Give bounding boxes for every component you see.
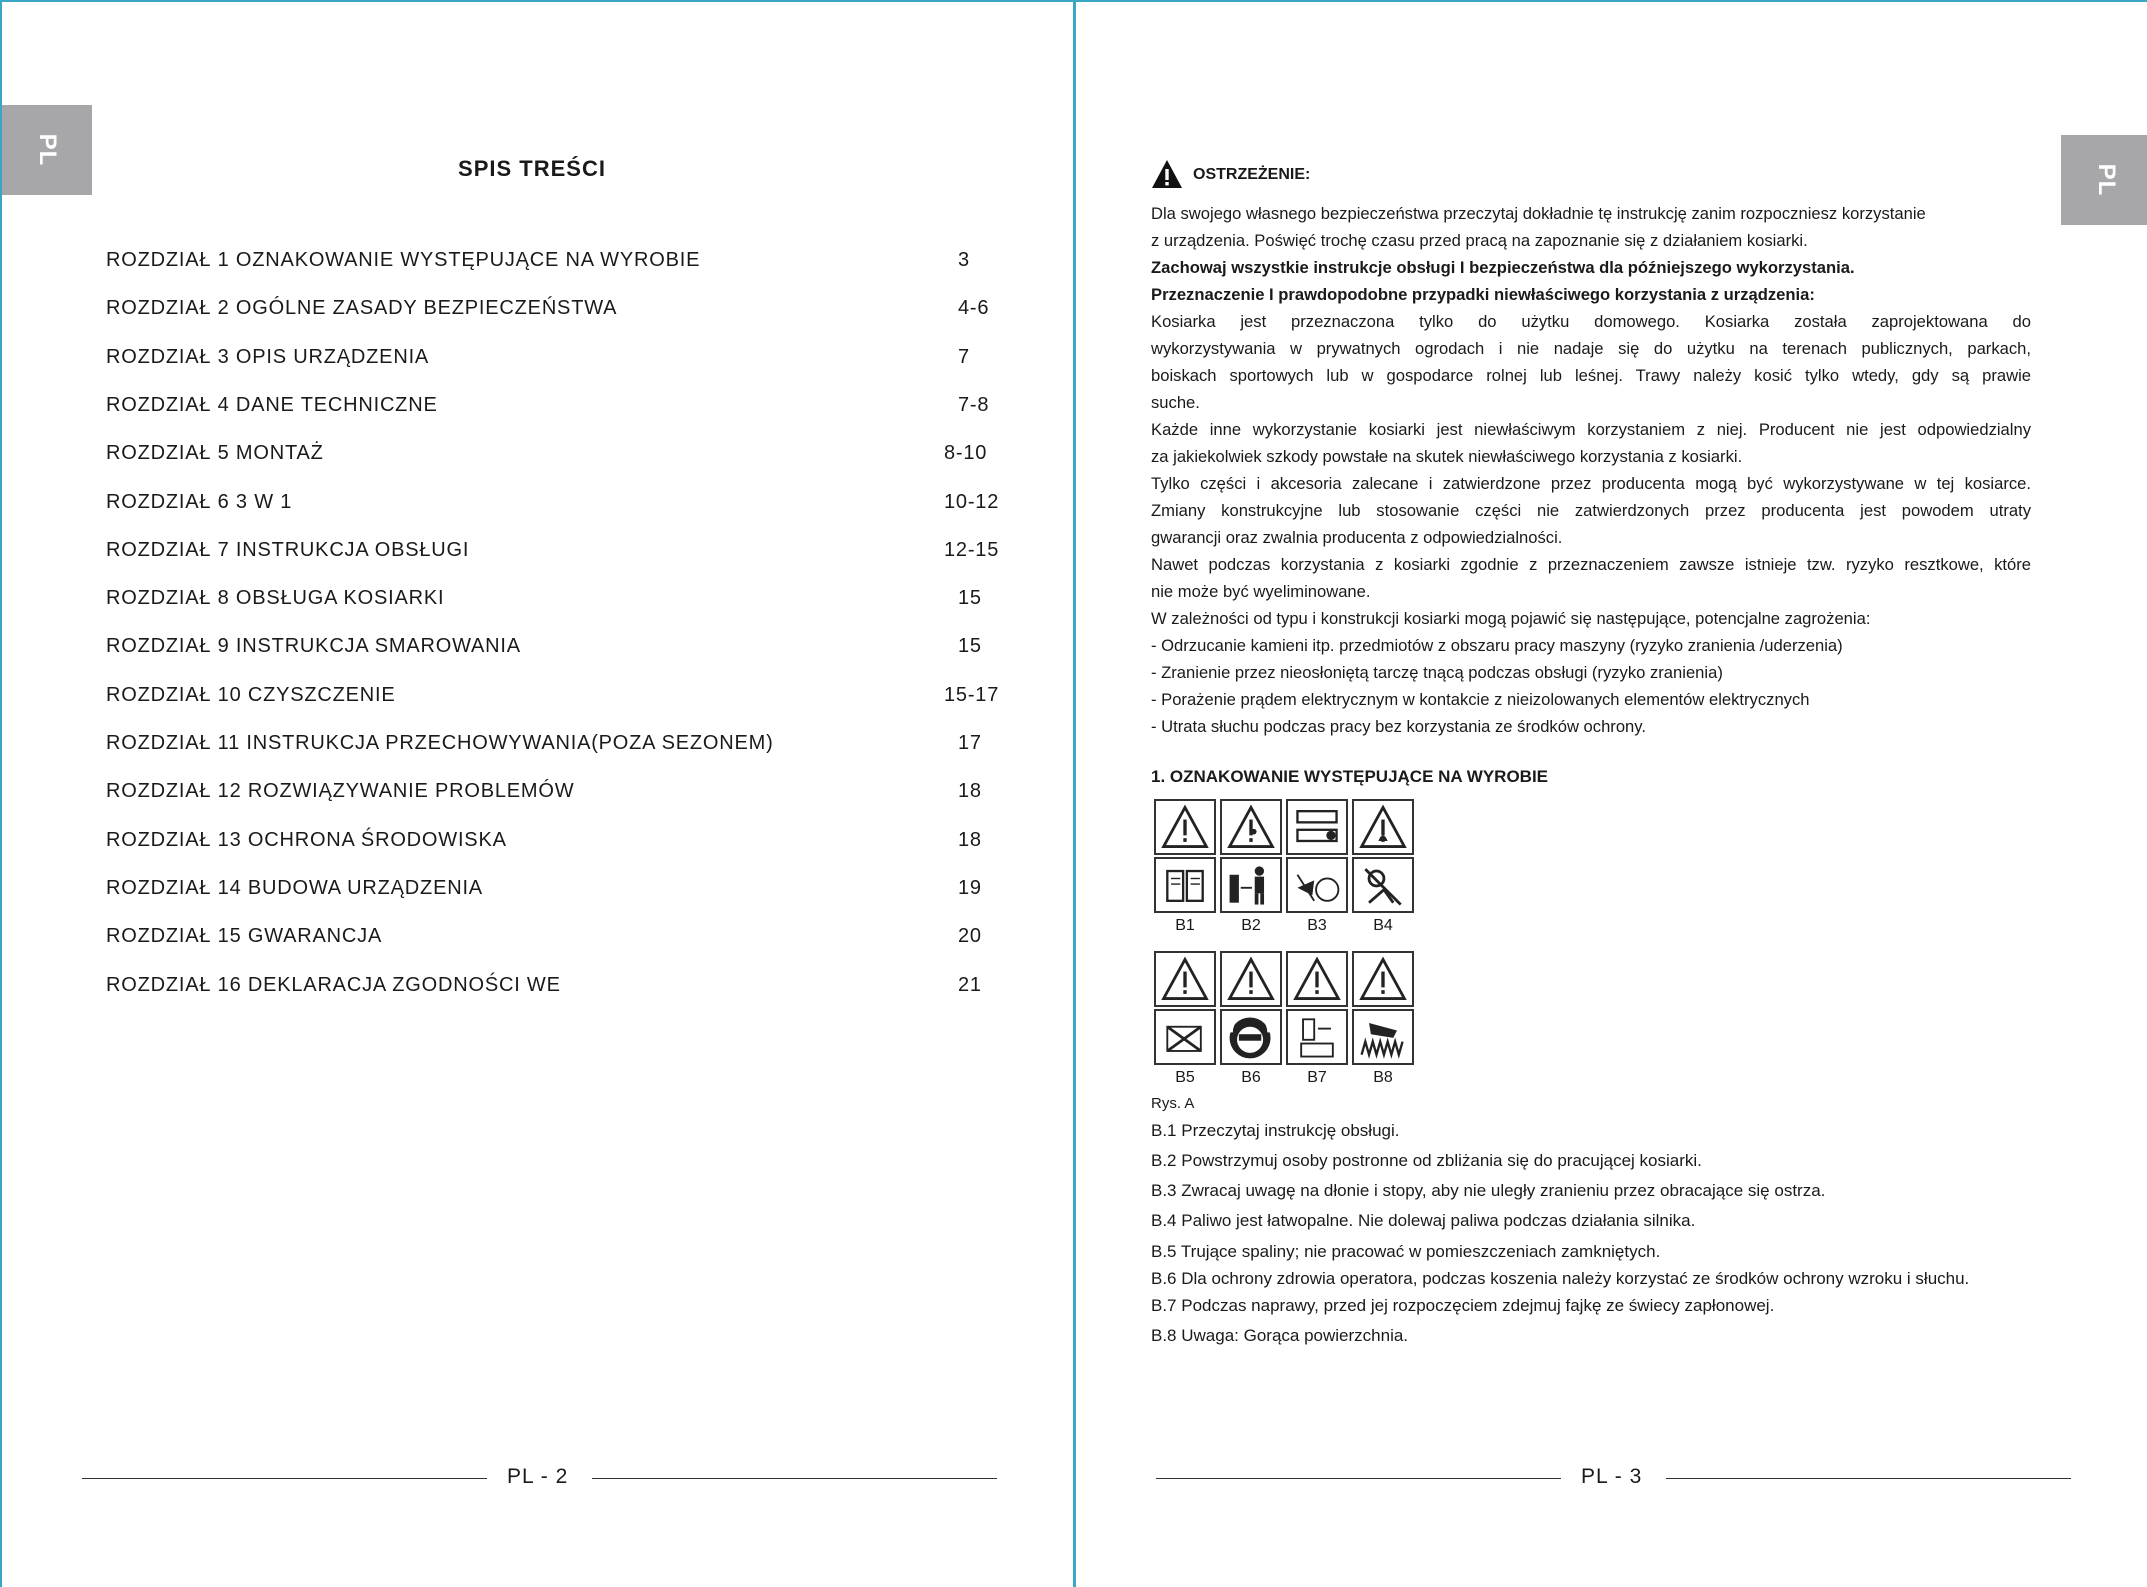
toc-page-number: 17 <box>958 732 982 754</box>
warning-text-line: za jakiekolwiek szkody powstałe na skutek niewłaściwego korzystania z kosiarki. <box>1151 447 1743 466</box>
toc-page-number: 7-8 <box>958 393 990 416</box>
toc-chapter-label: ROZDZIAŁ 16 DEKLARACJA ZGODNOŚCI WE <box>106 973 561 996</box>
right-page <box>1073 0 2147 1587</box>
symbol-label: B3 <box>1307 917 1327 934</box>
warning-sign-icon <box>1220 799 1282 855</box>
warning-sign-icon <box>1286 951 1348 1007</box>
warning-text-line: Zachowaj wszystkie instrukcje obsługi I bezpieczeństwa dla późniejszego wykorzystania. <box>1151 258 1855 277</box>
toc-row <box>106 442 1006 472</box>
toc-row <box>106 684 1006 714</box>
toc-page-number: 12-15 <box>944 538 1000 561</box>
toc-chapter-label: ROZDZIAŁ 9 INSTRUKCJA SMAROWANIA <box>106 635 521 658</box>
symbol-label: B7 <box>1307 1069 1327 1086</box>
toc-page-number: 4-6 <box>958 297 990 320</box>
toc-row <box>106 346 1006 376</box>
toc-row <box>106 732 1006 762</box>
toc-chapter-label: ROZDZIAŁ 12 ROZWIĄZYWANIE PROBLEMÓW <box>106 780 575 803</box>
warning-text-line: Nawet podczas korzystania z kosiarki zgodnie z przeznaczeniem zawsze istnieje tzw. ryzyko resztkowe, które <box>1151 555 2031 574</box>
page-footer <box>2 1465 1073 1495</box>
toc-row <box>106 635 1006 665</box>
page-number: PL - 3 <box>1581 1465 1643 1488</box>
warning-text-line: W zależności od typu i konstrukcji kosiarki mogą pojawić się następujące, potencjalne zagrożenia: <box>1151 609 1871 628</box>
warning-title: OSTRZEŻENIE: <box>1193 166 1311 183</box>
language-tab <box>2061 135 2147 225</box>
symbol-description: B.1 Przeczytaj instrukcję obsługi. <box>1151 1121 1400 1140</box>
toc-chapter-label: ROZDZIAŁ 1 OZNAKOWANIE WYSTĘPUJĄCE NA WYROBIE <box>106 249 701 271</box>
section-title: 1. OZNAKOWANIE WYSTĘPUJĄCE NA WYROBIE <box>1151 767 1549 786</box>
symbol-description: B.7 Podczas naprawy, przed jej rozpoczęciem zdejmuj fajkę ze świecy zapłonowej. <box>1151 1296 1775 1315</box>
warning-text-line: z urządzenia. Poświęć trochę czasu przed pracą na zapoznanie się z działaniem kosiarki. <box>1151 231 1808 250</box>
symbol-description: B.5 Trujące spaliny; nie pracować w pomieszczeniach zamkniętych. <box>1151 1242 1661 1261</box>
toc-row <box>106 829 1006 859</box>
toc-chapter-label: ROZDZIAŁ 8 OBSŁUGA KOSIARKI <box>106 587 445 610</box>
flammable-fuel-icon <box>1352 857 1414 913</box>
toc-page-number: 15 <box>958 587 982 610</box>
toc-page-number: 10-12 <box>944 490 1000 513</box>
toc-page-number: 3 <box>958 249 970 271</box>
warning-text-line: wykorzystywania w prywatnych ogrodach i nie nadaje się do użytku na terenach publicznych, parkach, <box>1151 339 2031 358</box>
symbol-description: B.6 Dla ochrony zdrowia operatora, podczas koszenia należy korzystać ze środków ochrony wzroku i słuchu. <box>1151 1269 1970 1288</box>
toc-row <box>106 780 1006 810</box>
warning-sign-icon <box>1154 951 1216 1007</box>
symbol-label: B5 <box>1175 1069 1195 1086</box>
toc-chapter-label: ROZDZIAŁ 2 OGÓLNE ZASADY BEZPIECZEŃSTWA <box>106 297 618 320</box>
language-tab-label: PL <box>2093 163 2120 197</box>
toc-chapter-label: ROZDZIAŁ 4 DANE TECHNICZNE <box>106 393 438 416</box>
toc-page-number: 15 <box>958 635 982 658</box>
toc-page-number: 15-17 <box>944 683 1000 706</box>
toc-row <box>106 394 1006 424</box>
warning-text-line: Tylko części i akcesoria zalecane i zatwierdzone przez producenta mogą być wykorzystywane w tej kosiarce. <box>1151 474 2031 493</box>
warning-text-line: - Utrata słuchu podczas pracy bez korzystania ze środków ochrony. <box>1151 717 1646 736</box>
symbol-label: B2 <box>1241 917 1261 934</box>
warning-text-line: suche. <box>1151 393 1200 412</box>
symbol-label: B4 <box>1373 917 1393 934</box>
toc-chapter-label: ROZDZIAŁ 7 INSTRUKCJA OBSŁUGI <box>106 538 470 561</box>
warning-text <box>1151 200 2031 740</box>
toc-page-number: 7 <box>958 345 970 368</box>
bystanders-icon <box>1220 857 1282 913</box>
toc-page-number: 19 <box>958 876 982 899</box>
toc-chapter-label: ROZDZIAŁ 6 3 W 1 <box>106 490 293 513</box>
hand-foot-blade-icon <box>1286 857 1348 913</box>
toc-row <box>106 249 1006 279</box>
page-number: PL - 2 <box>507 1465 569 1488</box>
toc-chapter-label: ROZDZIAŁ 14 BUDOWA URZĄDZENIA <box>106 876 483 899</box>
left-page <box>0 0 1073 1587</box>
toc-row <box>106 974 1006 1004</box>
symbol-description: B.2 Powstrzymuj osoby postronne od zbliżania się do pracującej kosiarki. <box>1151 1151 1702 1170</box>
warning-triangle-icon <box>1151 159 1183 189</box>
warning-text-line: boiskach sportowych lub w gospodarce rolnej lub leśnej. Trawy należy kosić tylko wtedy, gdy są prawie <box>1151 366 2031 385</box>
toc-chapter-label: ROZDZIAŁ 10 CZYSZCZENIE <box>106 683 396 706</box>
toc-title: SPIS TREŚCI <box>458 156 606 181</box>
page-footer <box>1076 1465 2147 1495</box>
toc-row <box>106 297 1006 327</box>
language-tab-label: PL <box>34 133 61 167</box>
toc-chapter-label: ROZDZIAŁ 5 MONTAŻ <box>106 442 324 465</box>
warning-text-line: gwarancji oraz zwalnia producenta z odpowiedzialności. <box>1151 528 1563 547</box>
toc-row <box>106 539 1006 569</box>
toc-chapter-label: ROZDZIAŁ 15 GWARANCJA <box>106 925 383 948</box>
warning-text-line: nie może być wyeliminowane. <box>1151 582 1371 601</box>
warning-text-line: Dla swojego własnego bezpieczeństwa przeczytaj dokładnie tę instrukcję zanim rozpoczniesz korzystanie <box>1151 204 1926 223</box>
toc-page-number: 8-10 <box>944 442 988 465</box>
toc-chapter-label: ROZDZIAŁ 13 OCHRONA ŚRODOWISKA <box>106 828 507 851</box>
symbol-description: B.3 Zwracaj uwagę na dłonie i stopy, aby nie uległy zranieniu przez obracające się ostrza. <box>1151 1181 1826 1200</box>
toc-row <box>106 925 1006 955</box>
warning-sign-icon <box>1352 951 1414 1007</box>
symbol-description: B.4 Paliwo jest łatwopalne. Nie dolewaj paliwa podczas działania silnika. <box>1151 1211 1696 1230</box>
warning-text-line: Zmiany konstrukcyjne lub stosowanie części nie zatwierdzonych przez producenta jest powodem utraty <box>1151 501 2031 520</box>
warning-sign-icon <box>1154 799 1216 855</box>
warning-text-line: - Zranienie przez nieosłoniętą tarczę tnącą podczas obsługi (ryzyko zranienia) <box>1151 663 1723 682</box>
symbol-description: B.8 Uwaga: Gorąca powierzchnia. <box>1151 1326 1409 1345</box>
warning-sign-icon <box>1286 799 1348 855</box>
warning-text-line: Każde inne wykorzystanie kosiarki jest niewłaściwym korzystaniem z niej. Producent nie jest odpowiedzialny <box>1151 420 2031 439</box>
safety-symbols-figure <box>1154 799 1434 1099</box>
warning-sign-icon <box>1352 799 1414 855</box>
toc-row <box>106 491 1006 521</box>
toc-page-number: 18 <box>958 780 982 803</box>
warning-text-line: - Porażenie prądem elektrycznym w kontakcie z nieizolowanych elementów elektrycznych <box>1151 690 1810 709</box>
figure-caption: Rys. A <box>1151 1095 1195 1112</box>
warning-sign-icon <box>1220 951 1282 1007</box>
toc-page-number: 20 <box>958 925 982 948</box>
toc-row <box>106 877 1006 907</box>
toc-chapter-label: ROZDZIAŁ 3 OPIS URZĄDZENIA <box>106 345 430 368</box>
hot-surface-icon <box>1352 1009 1414 1065</box>
ear-eye-protection-icon <box>1220 1009 1282 1065</box>
toxic-fumes-icon <box>1154 1009 1216 1065</box>
warning-text-line: Przeznaczenie I prawdopodobne przypadki niewłaściwego korzystania z urządzenia: <box>1151 285 1815 304</box>
symbol-label: B1 <box>1175 917 1195 934</box>
toc-chapter-label: ROZDZIAŁ 11 INSTRUKCJA PRZECHOWYWANIA(POZA SEZONEM) <box>106 732 774 754</box>
manual-read-icon <box>1154 857 1216 913</box>
toc-row <box>106 587 1006 617</box>
warning-text-line: - Odrzucanie kamieni itp. przedmiotów z obszaru pracy maszyny (ryzyko zranienia /uderzenia) <box>1151 636 1843 655</box>
toc-page-number: 18 <box>958 828 982 851</box>
symbol-label: B6 <box>1241 1069 1261 1086</box>
symbol-label: B8 <box>1373 1069 1393 1086</box>
warning-text-line: Kosiarka jest przeznaczona tylko do użytku domowego. Kosiarka została zaprojektowana do <box>1151 312 2031 331</box>
toc-page-number: 21 <box>958 973 982 996</box>
spark-plug-icon <box>1286 1009 1348 1065</box>
